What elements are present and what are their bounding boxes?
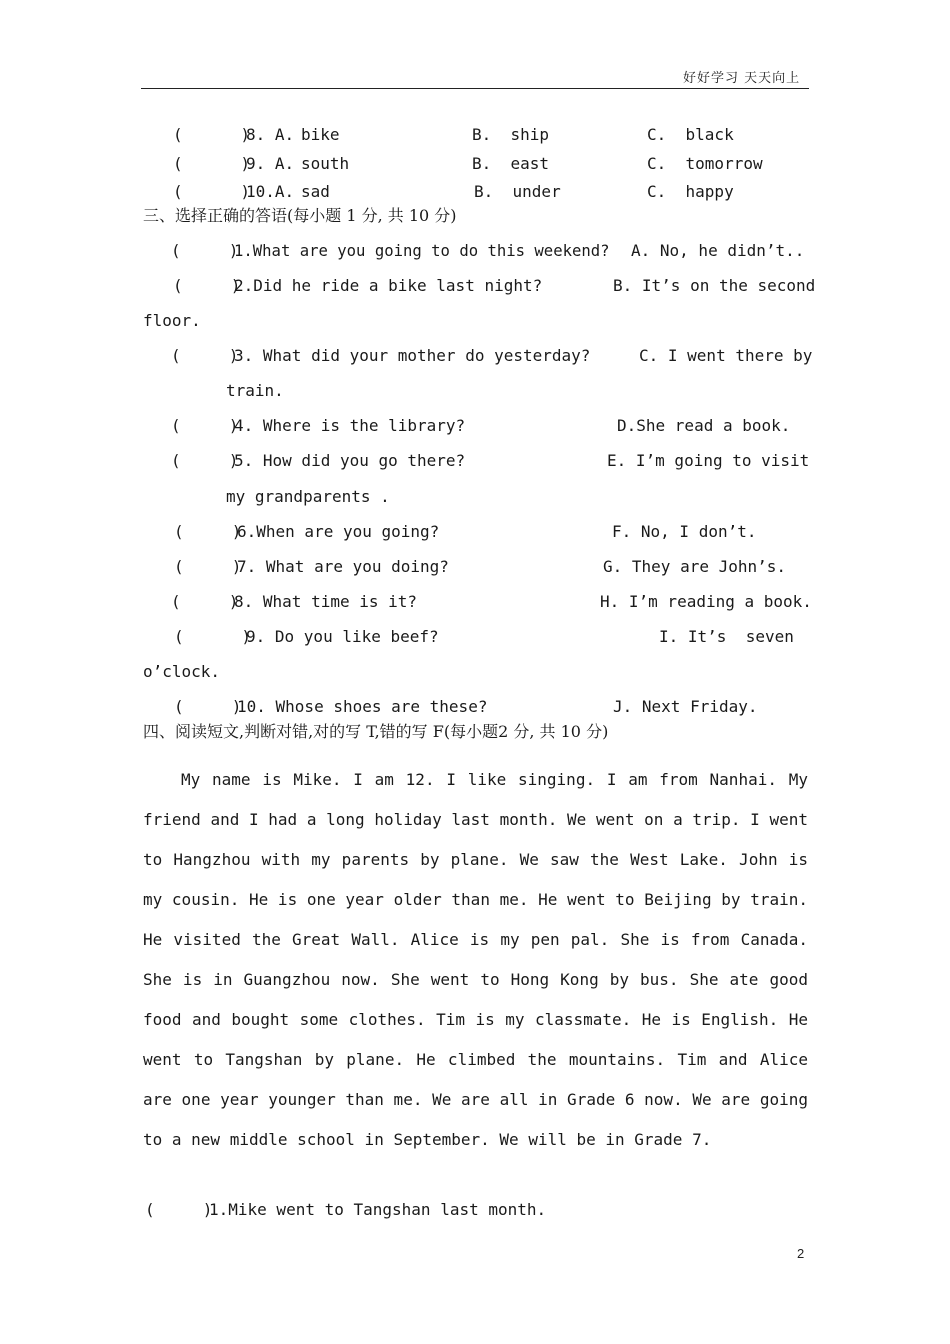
option-b: B. under: [474, 182, 561, 201]
answer-paren: ( ): [174, 627, 252, 646]
option-a: south: [301, 154, 350, 173]
answer-continuation: o’clock.: [143, 662, 221, 681]
item-number: 8. A.: [246, 125, 295, 144]
section4-title: 四、阅读短文,判断对错,对的写 T,错的写 F(每小题2 分, 共 10 分): [143, 722, 609, 741]
answer-continuation: floor.: [143, 311, 201, 330]
answer-paren: ( ): [173, 125, 251, 144]
item-number: 9. A.: [246, 154, 295, 173]
answer-option: B. It’s on the second: [613, 276, 816, 295]
answer-paren: ( ): [173, 154, 251, 173]
answer-option: E. I’m going to visit: [607, 451, 810, 470]
answer-option: A. No, he didn’t..: [631, 241, 805, 260]
answer-paren: ( ): [145, 1200, 213, 1219]
answer-paren: ( ): [171, 451, 239, 470]
answer-option: D.She read a book.: [617, 416, 791, 435]
question-text: 10. Whose shoes are these?: [237, 697, 488, 716]
question-text: 3. What did your mother do yesterday?: [234, 346, 591, 365]
answer-option: J. Next Friday.: [613, 697, 758, 716]
answer-option: H. I’m reading a book.: [600, 592, 812, 611]
answer-continuation: train.: [226, 381, 284, 400]
question-text: 9. Do you like beef?: [246, 627, 439, 646]
answer-option: F. No, I don’t.: [612, 522, 757, 541]
answer-paren: ( ): [171, 416, 239, 435]
answer-paren: ( ): [173, 182, 251, 201]
answer-paren: ( ): [171, 592, 239, 611]
answer-paren: ( ): [173, 276, 241, 295]
option-c: C. happy: [647, 182, 734, 201]
answer-option: G. They are John’s.: [603, 557, 787, 576]
question-text: 4. Where is the library?: [234, 416, 466, 435]
answer-continuation: my grandparents .: [226, 487, 390, 506]
answer-option: C. I went there by: [639, 346, 813, 365]
page-number: 2: [797, 1246, 805, 1261]
answer-paren: ( ): [174, 557, 242, 576]
question-text: 6.When are you going?: [237, 522, 440, 541]
answer-paren: ( ): [171, 346, 239, 365]
page-header: 好好学习 天天向上: [683, 71, 801, 86]
question-text: 8. What time is it?: [234, 592, 418, 611]
reading-passage: My name is Mike. I am 12. I like singing. I am from Nanhai. My friend and I had a long holiday last month. We went on a trip. I went to Hangzhou with my parents by plane. We saw the West Lake. John is my cousin. He is one year older than me. He went to Beijing by train. He visited the Great Wall. Alice is my pen pal. She is from Canada. She is in Guangzhou now. She went to Hong Kong by bus. She ate good food and bought some clothes. Tim is my classmate. He is English. He went to Tangshan by plane. He climbed the mountains. Tim and Alice are one year younger than me. We are all in Grade 6 now. We are going to a new middle school in September. We will be in Grade 7.: [143, 770, 808, 1149]
section3-title: 三、选择正确的答语(每小题 1 分, 共 10 分): [143, 206, 457, 225]
question-text: 7. What are you doing?: [237, 557, 449, 576]
answer-paren: ( ): [171, 241, 239, 260]
answer-option: I. It’s seven: [659, 627, 794, 646]
option-b: B. ship: [472, 125, 550, 144]
option-a: sad: [301, 182, 330, 201]
option-b: B. east: [472, 154, 550, 173]
statement-text: 1.Mike went to Tangshan last month.: [209, 1200, 547, 1219]
question-text: 5. How did you go there?: [234, 451, 466, 470]
question-text: 1.What are you going to do this weekend?: [234, 242, 610, 260]
option-c: C. tomorrow: [647, 154, 763, 173]
answer-paren: ( ): [174, 697, 242, 716]
option-a: bike: [301, 125, 340, 144]
item-number: 10.A.: [246, 182, 295, 201]
header-divider: [141, 88, 809, 89]
answer-paren: ( ): [174, 522, 242, 541]
option-c: C. black: [647, 125, 734, 144]
question-text: 2.Did he ride a bike last night?: [234, 276, 543, 295]
